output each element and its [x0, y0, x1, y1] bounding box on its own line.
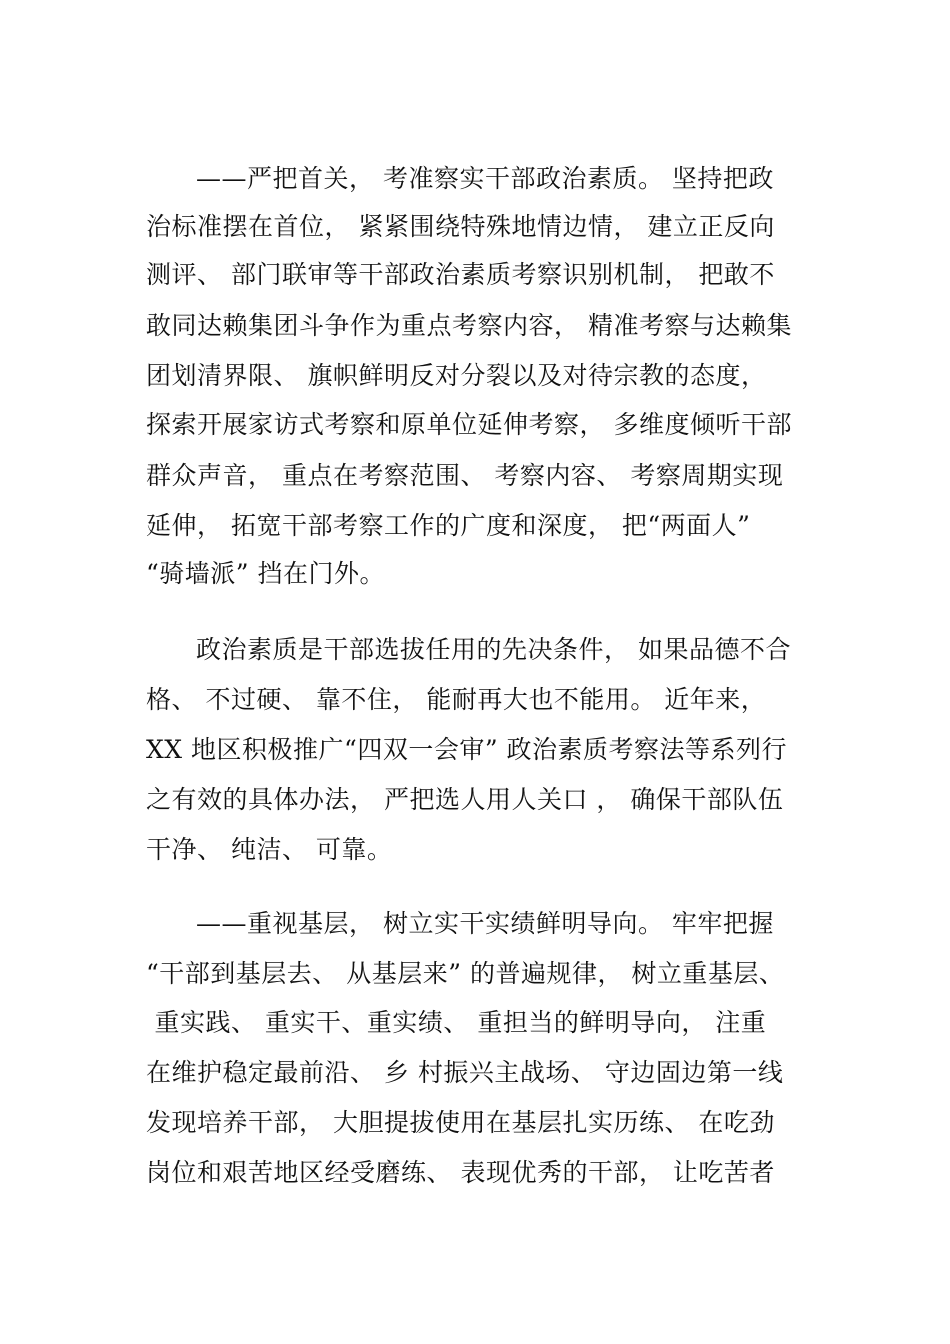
paragraph-2-line-3: XX 地区积极推广“四双一会审” 政治素质考察法等系列行 [146, 735, 788, 764]
paragraph-3-line-3: 重实践、 重实干、重实绩、 重担当的鲜明导向， 注重 [146, 1008, 767, 1037]
paragraph-1-line-8: 延伸， 拓宽干部考察工作的广度和深度， 把“两面人” [146, 511, 751, 540]
paragraph-3-line-4: 在维护稳定最前沿、 乡 村振兴主战场、 守边固边第一线 [146, 1058, 784, 1087]
paragraph-1-line-7: 群众声音， 重点在考察范围、 考察内容、 考察周期实现 [146, 461, 784, 490]
paragraph-3-line-2: “干部到基层去、 从基层来” 的普遍规律， 树立重基层、 [146, 959, 785, 988]
paragraph-1-line-6: 探索开展家访式考察和原单位延伸考察， 多维度倾听干部 [146, 410, 792, 439]
paragraph-2-line-1: 政治素质是干部选拔任用的先决条件， 如果品德不合 [196, 635, 791, 664]
paragraph-1-line-2: 治标准摆在首位， 紧紧围绕特殊地情边情， 建立正反向 [146, 212, 775, 241]
paragraph-3-line-1: ——重视基层， 树立实干实绩鲜明导向。 牢牢把握 [196, 909, 774, 938]
paragraph-1-line-4: 敢同达赖集团斗争作为重点考察内容， 精准考察与达赖集 [146, 311, 792, 340]
paragraph-3-line-5: 发现培养干部， 大胆提拔使用在基层扎实历练、 在吃劲 [146, 1108, 775, 1137]
paragraph-3-line-6: 岗位和艰苦地区经受磨练、 表现优秀的干部， 让吃苦者 [146, 1158, 775, 1187]
paragraph-1-line-1: ——严把首关， 考准察实干部政治素质。 坚持把政 [196, 164, 774, 193]
paragraph-1-line-5: 团划清界限、 旗帜鲜明反对分裂以及对待宗教的态度， [146, 361, 767, 390]
paragraph-1-line-9: “骑墙派” 挡在门外。 [146, 559, 386, 588]
paragraph-1-line-3: 测评、 部门联审等干部政治素质考察识别机制， 把敢不 [146, 260, 775, 289]
paragraph-2-line-2: 格、 不过硬、 靠不住， 能耐再大也不能用。 近年来， [146, 685, 767, 714]
paragraph-2-line-4: 之有效的具体办法， 严把选人用人关口 ， 确保干部队伍 [146, 785, 784, 814]
paragraph-2-line-5: 干净、 纯洁、 可靠。 [146, 835, 393, 864]
